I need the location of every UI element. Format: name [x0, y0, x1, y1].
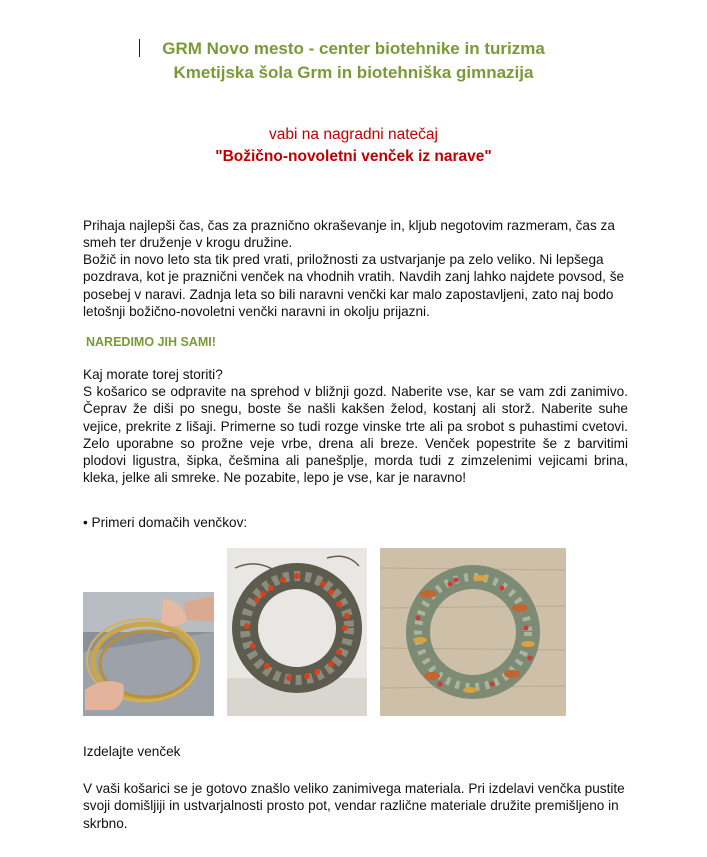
leaf-wreath-photo [380, 548, 566, 716]
how-question: Kaj morate torej storiti? [83, 367, 223, 382]
willow-wreath-photo [83, 592, 214, 716]
invitation-line: vabi na nagradni natečaj [269, 126, 438, 143]
how-paragraph: S košarico se odpravite na sprehod v bližnji gozd. Naberite vse, kar se vam zdi zanimivo. Čeprav že diši po snegu, boste še našli kakšen želod, kostanj ali storž. Naberite suhe vejice, prekrite z lišaji. Primerne so tudi rozge vinske trte ali pa srobot s puhastimi cvetovi. Zelo uporabne so prožne veje vrbe, drena ali breze. Venček popestrite še z barvitimi plodovi ligustra, šipka, češmina ali panešplje, morda tudi z zimzelenimi vejicami brina, kleka, jelke ali smreke. Ne pozabite, lepo je vse, kar je naravno! [83, 384, 628, 486]
berry-wreath-photo [227, 548, 367, 716]
final-paragraph: V vaši košarici se je gotovo znašlo veliko zanimivega materiala. Pri izdelavi venčka pustite svoji domišljiji in ustvarjalnosti prosto pot, vendar različne materiale družite premišljeno in skrbno. [83, 781, 625, 831]
contest-title: "Božično-novoletni venček iz narave" [215, 148, 492, 165]
intro-paragraph-2: Božič in novo leto sta tik pred vrati, priložnosti za ustvarjanje pa zelo veliko. Ni lepšega pozdrava, kot je praznični venček na vhodnih vratih. Navdih zanj lahko najdete povsod, še posebej v naravi. Zadnja leta so bili naravni venčki kar malo zapostavljeni, zato naj bodo letošnji božično-novoletni venčki naravni in okolju prijazni. [83, 252, 625, 319]
examples-label: • Primeri domačih venčkov: [83, 515, 248, 530]
school-title: GRM Novo mesto - center biotehnike in turizma [162, 39, 545, 58]
school-subtitle: Kmetijska šola Grm in biotehniška gimnazija [173, 63, 534, 82]
intro-paragraph-1: Prihaja najlepši čas, čas za praznično okraševanje in, kljub negotovim razmeram, čas za smeh ter druženje v krogu družine. [83, 218, 615, 251]
make-heading: Izdelajte venček [83, 744, 181, 759]
section-heading: NAREDIMO JIH SAMI! [86, 335, 216, 349]
